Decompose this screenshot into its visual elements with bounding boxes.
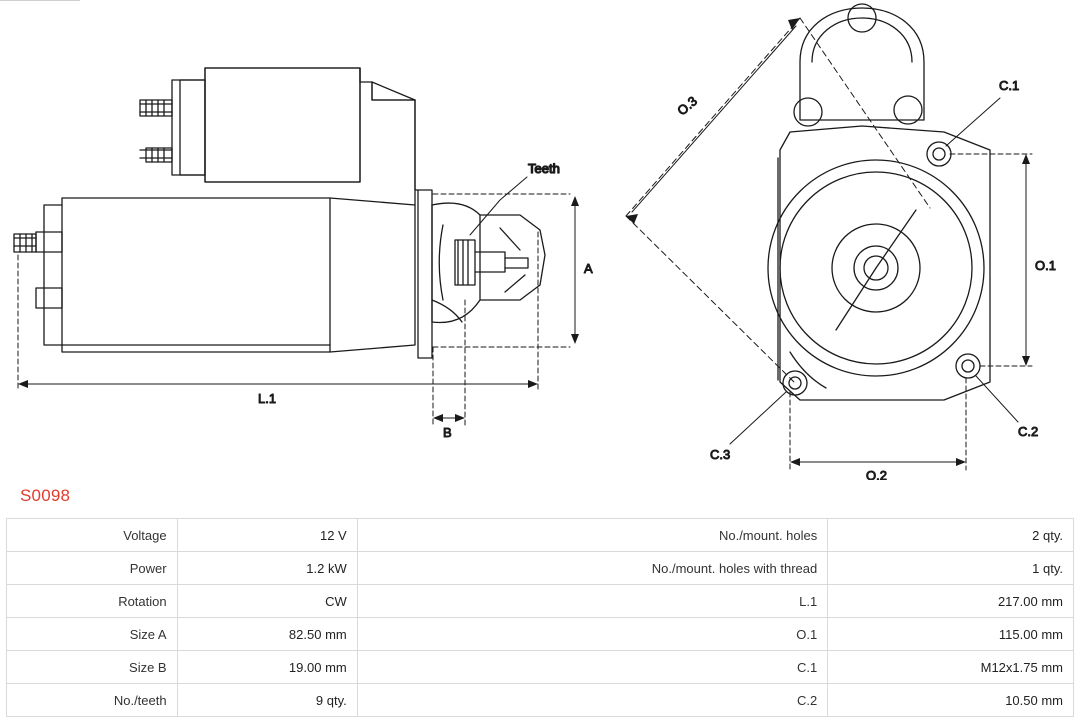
spec-value: 82.50 mm bbox=[177, 618, 357, 651]
part-code: S0098 bbox=[20, 486, 71, 505]
spec-label: Power bbox=[7, 552, 178, 585]
spec-label: Voltage bbox=[7, 519, 178, 552]
spec-value-2: 115.00 mm bbox=[828, 618, 1074, 651]
label-c2: C.2 bbox=[1018, 424, 1039, 439]
label-c3: C.3 bbox=[710, 447, 731, 462]
spec-label: Rotation bbox=[7, 585, 178, 618]
label-teeth: Teeth bbox=[528, 161, 560, 176]
spec-label-2: C.2 bbox=[357, 684, 828, 717]
dimension-o2 bbox=[790, 378, 966, 480]
spec-value: 1.2 kW bbox=[177, 552, 357, 585]
spec-label-2: O.1 bbox=[357, 618, 828, 651]
table-row bbox=[7, 519, 1074, 552]
spec-label-2: No./mount. holes bbox=[357, 519, 828, 552]
spec-label: No./teeth bbox=[7, 684, 178, 717]
spec-value: 9 qty. bbox=[177, 684, 357, 717]
teeth-callout bbox=[470, 161, 560, 235]
table-row bbox=[7, 618, 1074, 651]
table-row bbox=[7, 684, 1074, 717]
spec-label-2: L.1 bbox=[357, 585, 828, 618]
spec-value-2: 2 qty. bbox=[828, 519, 1074, 552]
spec-value: CW bbox=[177, 585, 357, 618]
spec-value-2: 217.00 mm bbox=[828, 585, 1074, 618]
spec-label: Size A bbox=[7, 618, 178, 651]
label-o3: O.3 bbox=[674, 93, 700, 119]
spec-value-2: 1 qty. bbox=[828, 552, 1074, 585]
spec-label-2: C.1 bbox=[357, 651, 828, 684]
table-row bbox=[7, 651, 1074, 684]
label-l1: L.1 bbox=[258, 391, 277, 406]
label-b: B bbox=[443, 425, 452, 440]
specification-table bbox=[6, 518, 1074, 717]
table-row bbox=[7, 585, 1074, 618]
spec-label-2: No./mount. holes with thread bbox=[357, 552, 828, 585]
side-view-group bbox=[14, 68, 545, 358]
spec-value: 19.00 mm bbox=[177, 651, 357, 684]
dimension-o1 bbox=[950, 154, 1056, 366]
label-o1: O.1 bbox=[1035, 258, 1056, 273]
label-c1: C.1 bbox=[999, 78, 1020, 93]
table-row bbox=[7, 552, 1074, 585]
label-a: A bbox=[584, 261, 593, 276]
spec-label: Size B bbox=[7, 651, 178, 684]
dimension-a bbox=[433, 194, 593, 347]
spec-value: 12 V bbox=[177, 519, 357, 552]
spec-value-2: 10.50 mm bbox=[828, 684, 1074, 717]
front-view-group bbox=[768, 4, 990, 400]
dimension-b bbox=[433, 300, 465, 440]
label-o2: O.2 bbox=[866, 468, 887, 480]
spec-value-2: M12x1.75 mm bbox=[828, 651, 1074, 684]
